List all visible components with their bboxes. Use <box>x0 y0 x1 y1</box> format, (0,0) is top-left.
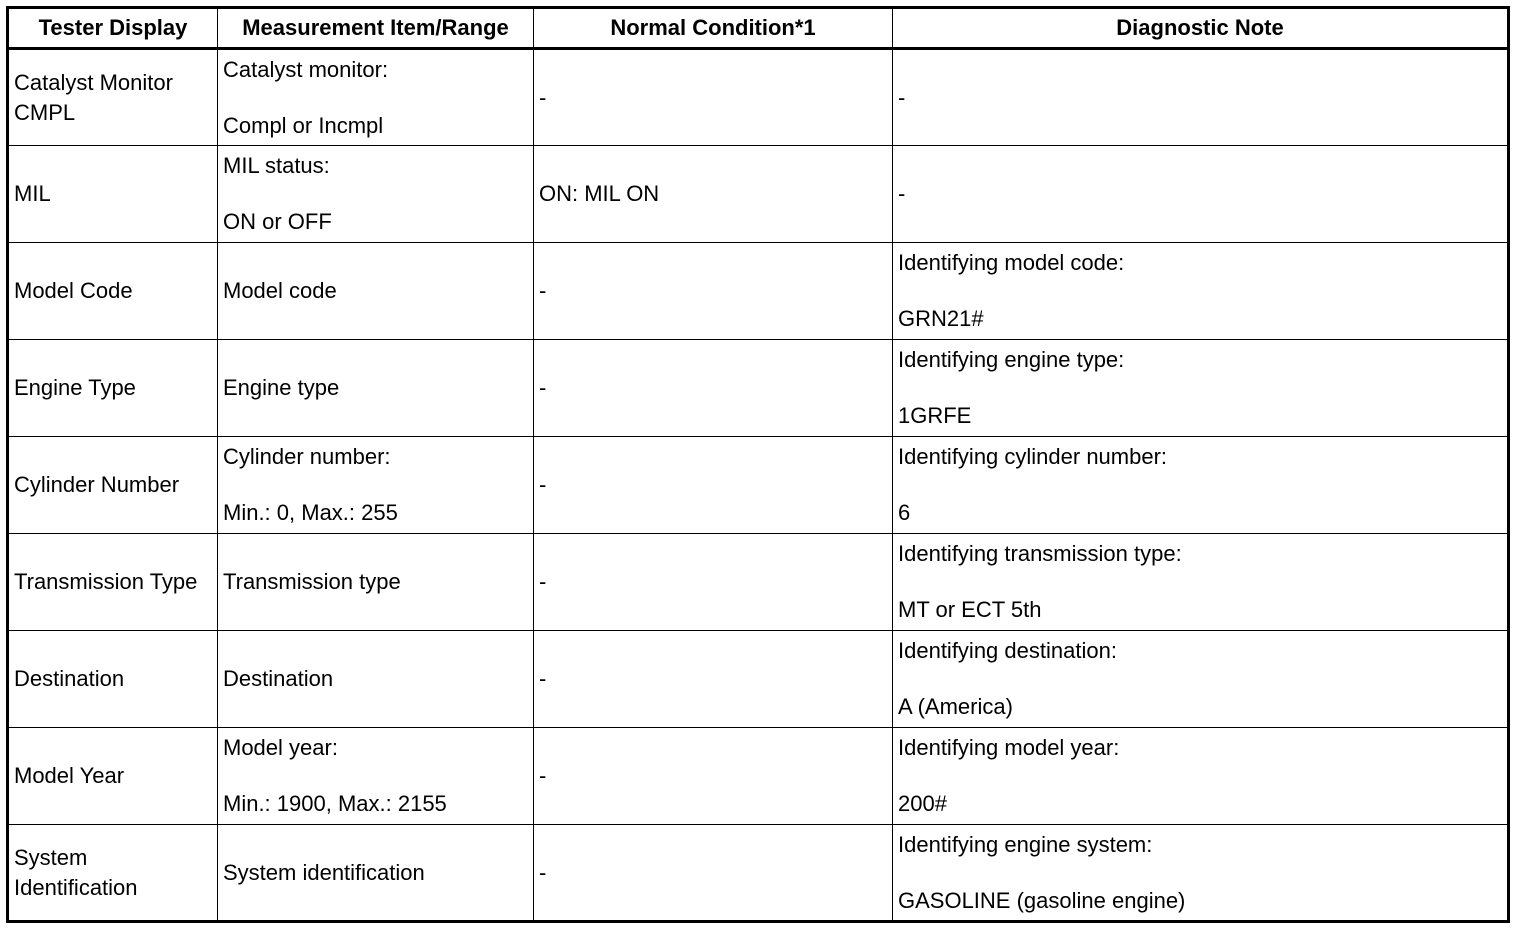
cell-measurement-item <box>218 534 534 631</box>
measurement-label: Destination <box>223 666 334 691</box>
cell-tester-display <box>8 825 218 922</box>
table-header-row <box>8 8 1509 49</box>
cell-diagnostic-note <box>893 146 1509 243</box>
diagnostic-note-label: Identifying model code: <box>898 250 1125 275</box>
cell-tester-display <box>8 243 218 340</box>
measurement-label: System identification <box>223 859 425 885</box>
cell-normal-condition <box>534 825 893 922</box>
table-row <box>8 728 1509 825</box>
tester-display-text: MIL <box>14 181 51 206</box>
measurement-label: Model code <box>223 278 337 303</box>
table-row <box>8 631 1509 728</box>
table-row <box>8 146 1509 243</box>
measurement-range: Min.: 1900, Max.: 2155 <box>223 791 447 816</box>
cell-tester-display <box>8 340 218 437</box>
cell-normal-condition <box>534 631 893 728</box>
cell-tester-display <box>8 49 218 146</box>
cell-diagnostic-note <box>893 728 1509 825</box>
cell-diagnostic-note <box>893 825 1509 922</box>
diagnostic-note-value: A (America) <box>898 694 1013 719</box>
cell-normal-condition <box>534 340 893 437</box>
measurement-label: Catalyst monitor: <box>223 56 389 82</box>
table-row <box>8 437 1509 534</box>
diagnostic-note-label: Identifying transmission type: <box>898 541 1182 566</box>
cell-diagnostic-note <box>893 49 1509 146</box>
normal-condition-text: - <box>539 569 547 594</box>
table-row <box>8 49 1509 146</box>
diagnostic-note-value: 200# <box>898 791 947 816</box>
header-diagnostic-note: Diagnostic Note <box>893 8 1509 49</box>
diagnostic-note-label: Identifying cylinder number: <box>898 444 1168 469</box>
diagnostic-note-value: GASOLINE (gasoline engine) <box>898 887 1186 913</box>
diagnostic-note-label: Identifying engine system: <box>898 831 1153 857</box>
data-list-table <box>6 6 1510 923</box>
cell-measurement-item <box>218 631 534 728</box>
tester-display-text: Catalyst Monitor CMPL <box>14 69 173 125</box>
cell-normal-condition <box>534 49 893 146</box>
diagnostic-note-value: GRN21# <box>898 306 984 331</box>
cell-measurement-item <box>218 825 534 922</box>
normal-condition-text: - <box>539 859 547 885</box>
cell-tester-display <box>8 146 218 243</box>
diagnostic-note-value: 1GRFE <box>898 403 972 428</box>
cell-measurement-item <box>218 728 534 825</box>
cell-measurement-item <box>218 437 534 534</box>
cell-normal-condition <box>534 728 893 825</box>
header-normal-condition: Normal Condition*1 <box>534 8 893 49</box>
diagnostic-note-value: MT or ECT 5th <box>898 597 1042 622</box>
normal-condition-text: - <box>539 472 547 497</box>
cell-diagnostic-note <box>893 534 1509 631</box>
cell-tester-display <box>8 437 218 534</box>
cell-measurement-item <box>218 146 534 243</box>
normal-condition-text: - <box>539 666 547 691</box>
cell-measurement-item <box>218 243 534 340</box>
measurement-label: MIL status: <box>223 153 330 178</box>
cell-tester-display <box>8 631 218 728</box>
measurement-range: ON or OFF <box>223 209 332 234</box>
normal-condition-text: - <box>539 278 547 303</box>
diagnostic-note-value: 6 <box>898 500 911 525</box>
table-row <box>8 243 1509 340</box>
header-measurement-item: Measurement Item/Range <box>218 8 534 49</box>
tester-display-text: Model Code <box>14 278 133 303</box>
cell-measurement-item <box>218 340 534 437</box>
cell-diagnostic-note <box>893 340 1509 437</box>
normal-condition-text: - <box>539 763 547 788</box>
tester-display-text: Cylinder Number <box>14 472 180 497</box>
diagnostic-note-label: - <box>898 181 906 206</box>
cell-diagnostic-note <box>893 631 1509 728</box>
table-row <box>8 340 1509 437</box>
cell-tester-display <box>8 534 218 631</box>
measurement-label: Transmission type <box>223 569 401 594</box>
normal-condition-text: ON: MIL ON <box>539 181 660 206</box>
normal-condition-text: - <box>539 375 547 400</box>
cell-diagnostic-note <box>893 243 1509 340</box>
tester-display-text: Model Year <box>14 763 125 788</box>
cell-normal-condition <box>534 534 893 631</box>
normal-condition-text: - <box>539 84 547 110</box>
table-row <box>8 534 1509 631</box>
table-row <box>8 825 1509 922</box>
cell-normal-condition <box>534 243 893 340</box>
measurement-label: Model year: <box>223 735 338 760</box>
measurement-label: Cylinder number: <box>223 444 391 469</box>
tester-display-text: Transmission Type <box>14 569 198 594</box>
cell-normal-condition <box>534 146 893 243</box>
tester-display-text: Engine Type <box>14 375 136 400</box>
measurement-label: Engine type <box>223 375 340 400</box>
header-tester-display: Tester Display <box>8 8 218 49</box>
measurement-range: Compl or Incmpl <box>223 112 384 138</box>
tester-display-text: System Identification <box>14 844 138 900</box>
cell-normal-condition <box>534 437 893 534</box>
tester-display-text: Destination <box>14 666 125 691</box>
cell-measurement-item <box>218 49 534 146</box>
diagnostic-note-label: Identifying destination: <box>898 638 1117 663</box>
diagnostic-note-label: Identifying model year: <box>898 735 1120 760</box>
diagnostic-note-label: - <box>898 84 906 110</box>
cell-diagnostic-note <box>893 437 1509 534</box>
measurement-range: Min.: 0, Max.: 255 <box>223 500 398 525</box>
cell-tester-display <box>8 728 218 825</box>
diagnostic-note-label: Identifying engine type: <box>898 347 1125 372</box>
